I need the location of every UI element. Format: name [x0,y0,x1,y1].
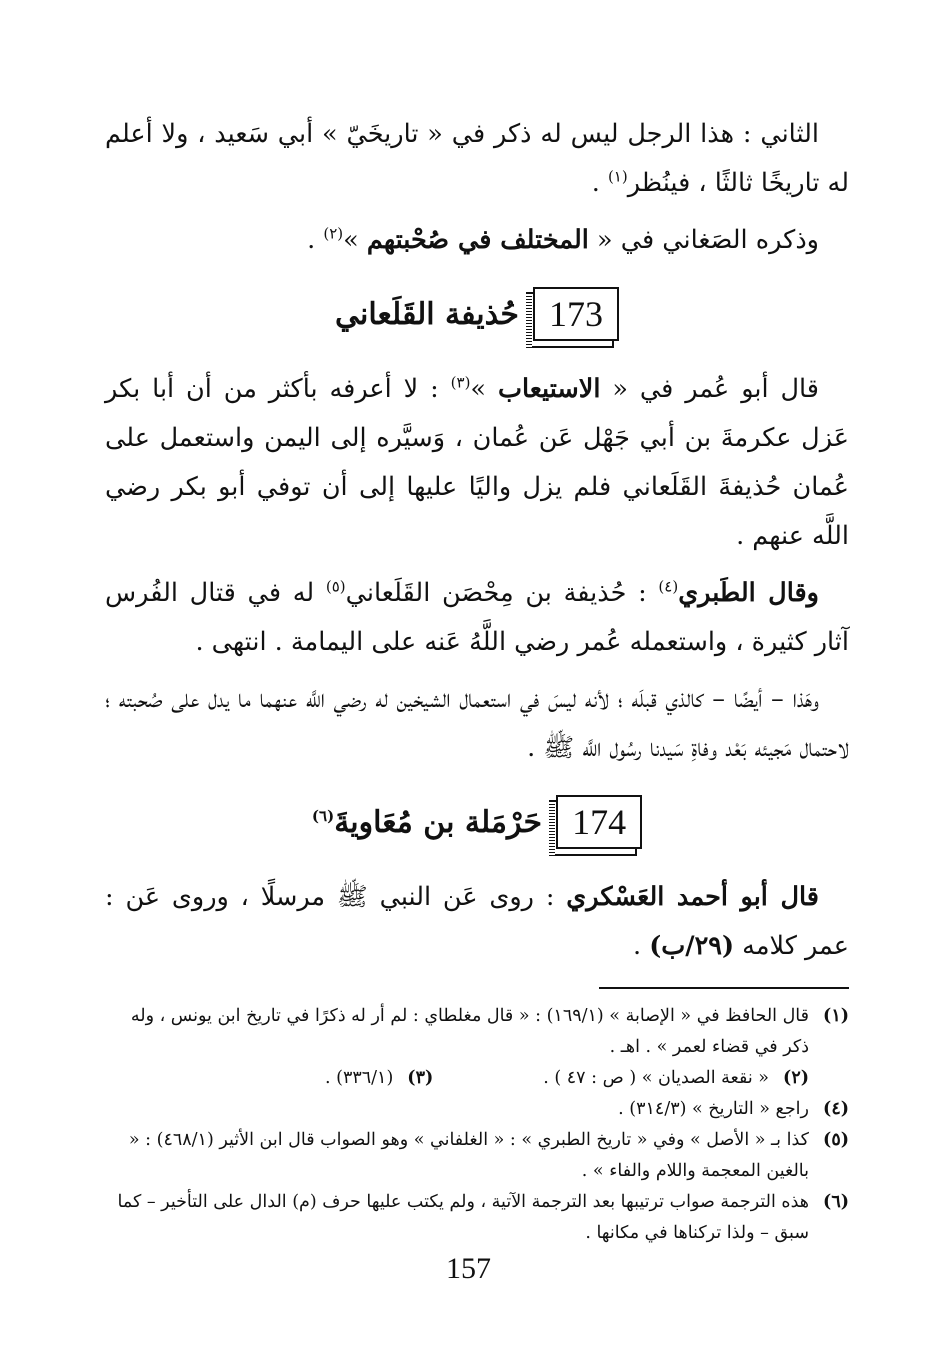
footnote-2 [543,1063,809,1094]
book-title-mukhtalaf: المختلف في صُحْبتهم [366,225,589,255]
paragraph-5-text: وهَذا – أيضًا – كالذي قبلَه ؛ لأنه ليسَ في استعمال الشيخين له رضي اللَّه عنهما ما يدل على صُحبته ؛ لاحتمال مَجيئه بَعْد وفاةِ سَيدنا رسُول اللَّه ﷺ . [105,684,849,763]
paragraph-3-text: قال أبو عُمر في « [600,374,819,404]
paragraph-1 [105,110,849,208]
folio-reference: (٢٩/ب) [649,931,735,961]
askari-label: قال أبو أحمد العَسْكري [566,882,820,912]
paragraph-1-text: الثاني : هذا الرجل ليس له ذكر في « تاريخَيّ » أبي سَعيد ، ولا أعلم له تاريخًا ثالثًا ، فينُظر [105,119,849,198]
footnote-6 [105,1187,849,1249]
footnote-mark-4: (٤) [658,577,679,596]
footnote-1 [105,1001,849,1063]
footnote-text: قال الحافظ في « الإصابة » (١٦٩/١) : « قال مغلطاي : لم أر له ذكرًا في تاريخ ابن يونس ، وله ذكر في قضاء لعمر » . اهـ . [130,1006,809,1057]
entry-header-173 [105,287,849,341]
entry-number-box [533,287,619,341]
entry-number: 173 [548,294,603,334]
paragraph-4-text: : حُذيفة بن مِحْصَن القَلَعاني [345,578,659,608]
entry-title [312,805,542,840]
footnote-mark-2: (٢) [323,224,344,243]
footnote-mark-1: (١) [607,167,628,186]
footnote-text: راجع « التاريخ » (٣١٤/٣) . [618,1099,809,1119]
footnote-text: (٣٣٦/١) . [324,1068,394,1088]
page-number: 157 [446,1252,491,1285]
footnote-row-2-3 [105,1063,849,1094]
footnote-number: (٢) [783,1068,809,1088]
footnote-mark-6: (٦) [311,806,335,825]
footnote-separator [599,987,849,989]
entry-title [335,297,519,332]
entry-number: 174 [572,802,627,842]
footnote-3 [325,1063,433,1094]
footnote-number: (٦) [823,1192,849,1212]
footnote-text: هذه الترجمة صواب ترتيبها بعد الترجمة الآتية ، ولم يكتب عليها حرف (م) الدال على التأخير – كما سبق – ولذا تركناها في مكانها . [117,1192,809,1243]
footnote-mark-5: (٥) [325,577,346,596]
entry-number-box [556,795,642,849]
paragraph-3-quote: » [470,374,498,404]
footnotes [105,1001,849,1249]
footnote-4 [105,1094,849,1125]
footnote-number: (٥) [823,1130,849,1150]
footnote-number: (٤) [823,1099,849,1119]
footnote-mark-3: (٣) [450,373,471,392]
tabari-label: وقال الطَبري [678,578,819,608]
paragraph-2-quote: » [343,225,367,255]
paragraph-4 [105,569,849,667]
paragraph-2 [105,216,849,265]
footnote-text: « نقعة الصديان » ( ص : ٤٧ ) . [543,1068,769,1088]
book-title-istiab: الاستيعاب [497,374,601,404]
paragraph-6-end: . [632,931,650,961]
paragraph-6 [105,873,849,971]
paragraph-1-end: . [591,168,608,198]
paragraph-5 [105,675,849,773]
entry-title-text: حَرْمَلة بن مُعَاويةَ [334,804,543,840]
footnote-text: كذا بـ « الأصل » وفي « تاريخ الطبري » : « الغلفاني » وهو الصواب قال ابن الأثير (٤٦٨/١) : « بالغين المعجمة واللام والفاء » . [128,1130,809,1181]
paragraph-3-rest: : لا أعرفه بأكثر من أن أبا بكر عَزل عكرمةَ بن أبي جَهْل عَن عُمان ، وَسيَّره إلى اليمن واستعمل على عُمان حُذيفةَ القَلَعاني فلم يزل واليًا عليها إلى أن توفي أبو بكر رضي اللَّه عنهم . [105,374,849,551]
entry-title-text: حُذيفة القَلَعاني [335,296,519,332]
paragraph-2-end: . [307,225,324,255]
footnote-5 [105,1125,849,1187]
paragraph-6-text: : روى عَن النبي ﷺ مرسلًا ، وروى عَن : عمر كلامه [105,882,849,961]
footnote-number: (١) [823,1006,849,1026]
paragraph-3 [105,365,849,561]
paragraph-2-text: وذكره الصَغاني في « [588,225,819,255]
entry-header-174 [105,795,849,849]
footnote-number: (٣) [407,1068,434,1088]
paragraph-4-rest: له في قتال الفُرس آثار كثيرة ، واستعمله عُمر رضي اللَّهُ عَنه على اليمامة . انتهى . [105,578,849,657]
